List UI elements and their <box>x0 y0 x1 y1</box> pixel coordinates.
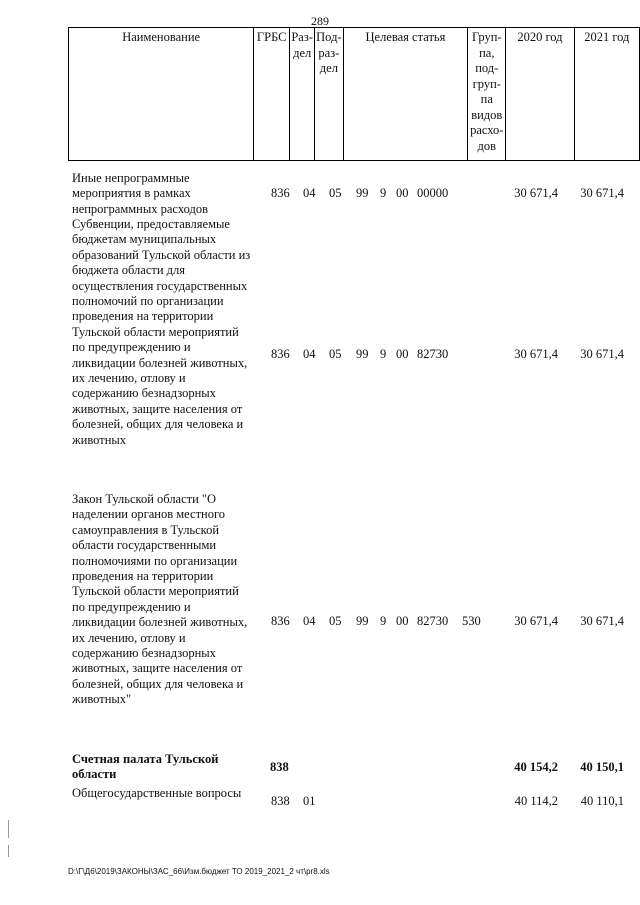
header-razdel: Раз- дел <box>290 28 315 161</box>
row-value-2020: 40 154,2 <box>514 760 558 774</box>
row-target-subprogram: 9 <box>380 186 387 200</box>
row-name: Субвенции, предоставляемые бюджетам муниципальных образований Тульской области из бюджета области для осуществления государственных полномочий по организации проведения на территории Тульской области мероприятий по предупреждению и ликвидации болезней животных, их лечению, отлову и содержанию безнадзорных животных, защите населения от болезней, общих для человека и животных <box>72 217 251 447</box>
row-value-2021: 40 110,1 <box>580 794 624 808</box>
scan-edge-mark <box>8 845 9 857</box>
row-target-subprogram: 9 <box>380 347 387 361</box>
row-podrazdel: 05 <box>329 614 342 628</box>
row-value-2020: 30 671,4 <box>514 614 558 628</box>
row-value-2021: 30 671,4 <box>580 186 624 200</box>
row-razdel: 04 <box>303 614 316 628</box>
header-year-2021: 2021 год <box>574 28 639 161</box>
row-grbs: 836 <box>271 347 290 361</box>
row-value-2020: 40 114,2 <box>514 794 558 808</box>
row-podrazdel: 05 <box>329 347 342 361</box>
row-name: Общегосударственные вопросы <box>72 786 242 800</box>
header-year-2020: 2020 год <box>506 28 574 161</box>
row-target-subprogram: 9 <box>380 614 387 628</box>
column-header-table <box>68 27 640 161</box>
row-value-2021: 40 150,1 <box>580 760 624 774</box>
row-name: Закон Тульской области "О наделении органов местного самоуправления в Тульской области государственными полномочиями по организации проведения на территории Тульской области мероприятий по предупреждению и ликвидации болезней животных, их лечению, отлову и содержанию безнадзорных животных, защите населения от болезней, общих для человека и животных" <box>72 492 248 707</box>
row-grbs: 836 <box>271 614 290 628</box>
row-podrazdel: 05 <box>329 186 342 200</box>
row-grbs: 838 <box>270 760 289 774</box>
row-name: Счетная палата Тульской области <box>72 752 219 782</box>
row-expense-group: 530 <box>462 614 481 628</box>
row-target-direction: 82730 <box>417 614 449 628</box>
row-target-measure: 00 <box>396 186 409 200</box>
row-value-2021: 30 671,4 <box>580 347 624 361</box>
header-expense-group: Груп- па, под- груп- па видов расхо- дов <box>468 28 506 161</box>
row-target-measure: 00 <box>396 347 409 361</box>
row-grbs: 836 <box>271 186 290 200</box>
header-podrazdel: Под- раз- дел <box>315 28 343 161</box>
row-razdel: 04 <box>303 347 316 361</box>
row-value-2020: 30 671,4 <box>514 186 558 200</box>
row-razdel: 04 <box>303 186 316 200</box>
row-value-2021: 30 671,4 <box>580 614 624 628</box>
row-target-direction: 00000 <box>417 186 449 200</box>
header-target-article: Целевая статья <box>343 28 468 161</box>
row-target-direction: 82730 <box>417 347 449 361</box>
scan-edge-mark <box>8 820 9 838</box>
row-target-measure: 00 <box>396 614 409 628</box>
row-target-program: 99 <box>356 186 369 200</box>
header-name: Наименование <box>69 28 254 161</box>
row-name: Иные непрограммные мероприятия в рамках непрограммных расходов <box>72 171 208 216</box>
header-grbs: ГРБС <box>254 28 290 161</box>
page-number: 289 <box>311 14 329 28</box>
row-target-program: 99 <box>356 614 369 628</box>
row-razdel: 01 <box>303 794 316 808</box>
row-grbs: 838 <box>271 794 290 808</box>
file-path-footer: D:\Г\Д6\2019\ЗАКОНЫ\ЗАС_66\Изм.бюджет ТО 2019_2021_2 чт\pr8.xls <box>68 867 330 876</box>
row-target-program: 99 <box>356 347 369 361</box>
row-value-2020: 30 671,4 <box>514 347 558 361</box>
